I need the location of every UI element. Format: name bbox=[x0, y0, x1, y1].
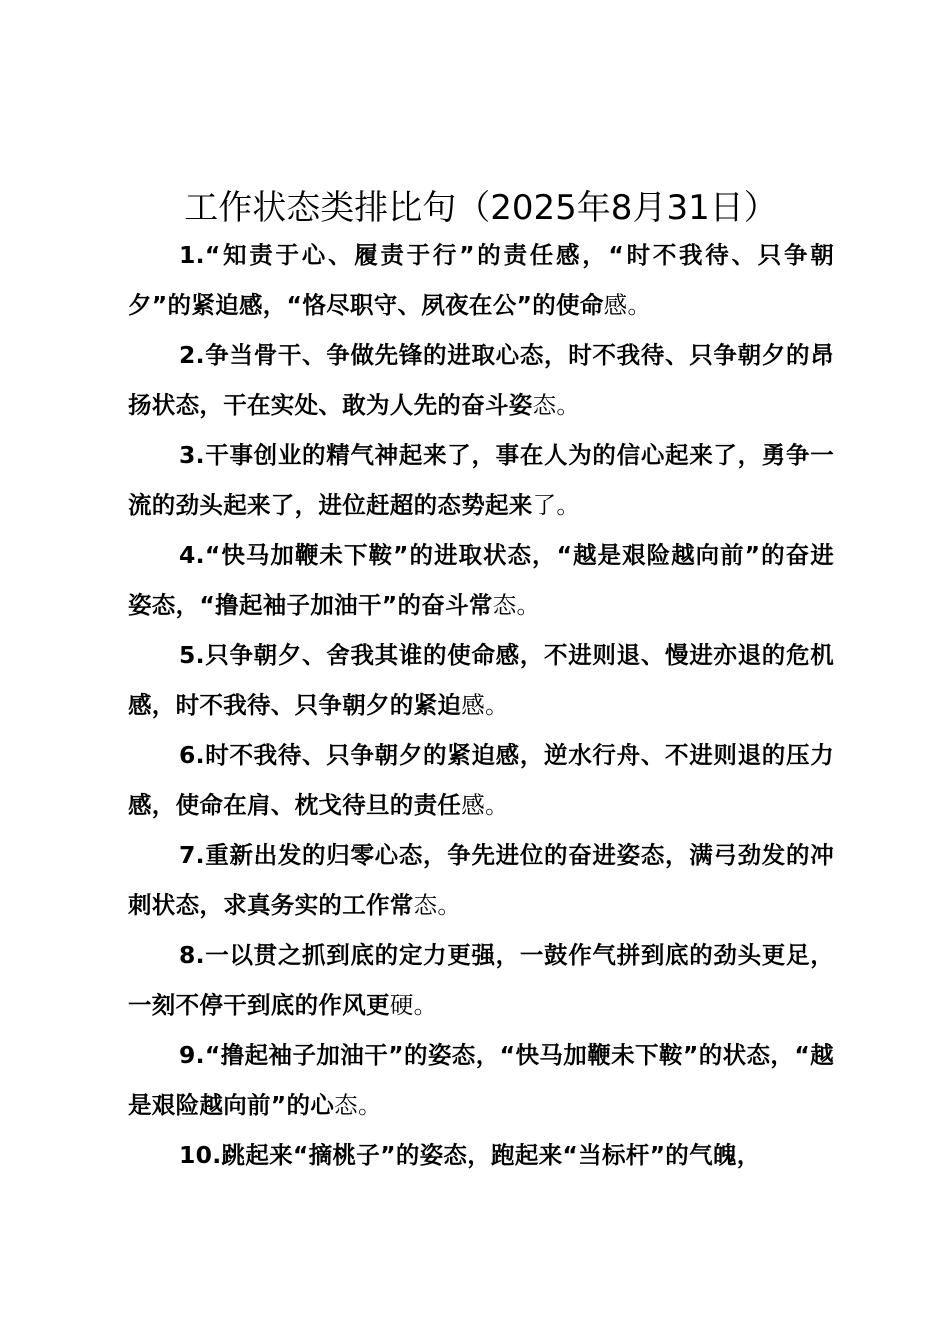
paragraph-1 bbox=[128, 230, 834, 330]
paragraph-ending: 态。 bbox=[334, 1091, 382, 1119]
paragraph-ending: 感。 bbox=[461, 691, 509, 719]
paragraph-ending: 态。 bbox=[492, 591, 541, 619]
paragraph-text: 9.“撸起袖子加油干”的姿态，“快马加鞭未下鞍”的状态，“越是艰险越向前”的心 bbox=[128, 1041, 834, 1119]
paragraph-5 bbox=[128, 630, 834, 730]
paragraph-ending: 了。 bbox=[532, 491, 581, 519]
document-body bbox=[128, 230, 834, 1180]
paragraph-10 bbox=[128, 1130, 834, 1180]
paragraph-ending: 态。 bbox=[413, 891, 462, 919]
document-title: 工作状态类排比句（2025年8月31日） bbox=[184, 188, 778, 228]
paragraph-ending: 态。 bbox=[532, 391, 581, 419]
paragraph-text: 1.“知责于心、履责于行”的责任感，“时不我待、只争朝夕”的紧迫感，“恪尽职守、夙夜在公”的使命 bbox=[128, 241, 834, 319]
paragraph-text: 6.时不我待、只争朝夕的紧迫感，逆水行舟、不进则退的压力感，使命在肩、枕戈待旦的责任 bbox=[128, 741, 834, 819]
paragraph-7 bbox=[128, 830, 834, 930]
paragraph-3 bbox=[128, 430, 834, 530]
paragraph-text: 7.重新出发的归零心态，争先进位的奋进姿态，满弓劲发的冲刺状态，求真务实的工作常 bbox=[128, 841, 834, 919]
paragraph-2 bbox=[128, 330, 834, 430]
paragraph-text: 3.干事创业的精气神起来了，事在人为的信心起来了，勇争一流的劲头起来了，进位赶超的态势起来 bbox=[128, 441, 834, 519]
paragraph-8 bbox=[128, 930, 834, 1030]
paragraph-4 bbox=[128, 530, 834, 630]
paragraph-text: 8.一以贯之抓到底的定力更强，一鼓作气拼到底的劲头更足，一刻不停干到底的作风更 bbox=[128, 941, 834, 1019]
paragraph-6 bbox=[128, 730, 834, 830]
paragraph-ending: 感。 bbox=[603, 291, 652, 319]
paragraph-9 bbox=[128, 1030, 834, 1130]
paragraph-text: 5.只争朝夕、舍我其谁的使命感，不进则退、慢进亦退的危机感，时不我待、只争朝夕的紧迫 bbox=[128, 641, 834, 719]
paragraph-text: 4.“快马加鞭未下鞍”的进取状态，“越是艰险越向前”的奋进姿态，“撸起袖子加油干”的奋斗常 bbox=[128, 541, 834, 619]
paragraph-text: 10.跳起来“摘桃子”的姿态，跑起来“当标杆”的气魄， bbox=[179, 1141, 761, 1169]
paragraph-ending: 感。 bbox=[461, 791, 509, 819]
paragraph-ending: 硬。 bbox=[389, 991, 438, 1019]
paragraph-text: 2.争当骨干、争做先锋的进取心态，时不我待、只争朝夕的昂扬状态，干在实处、敢为人先的奋斗姿 bbox=[128, 341, 834, 419]
